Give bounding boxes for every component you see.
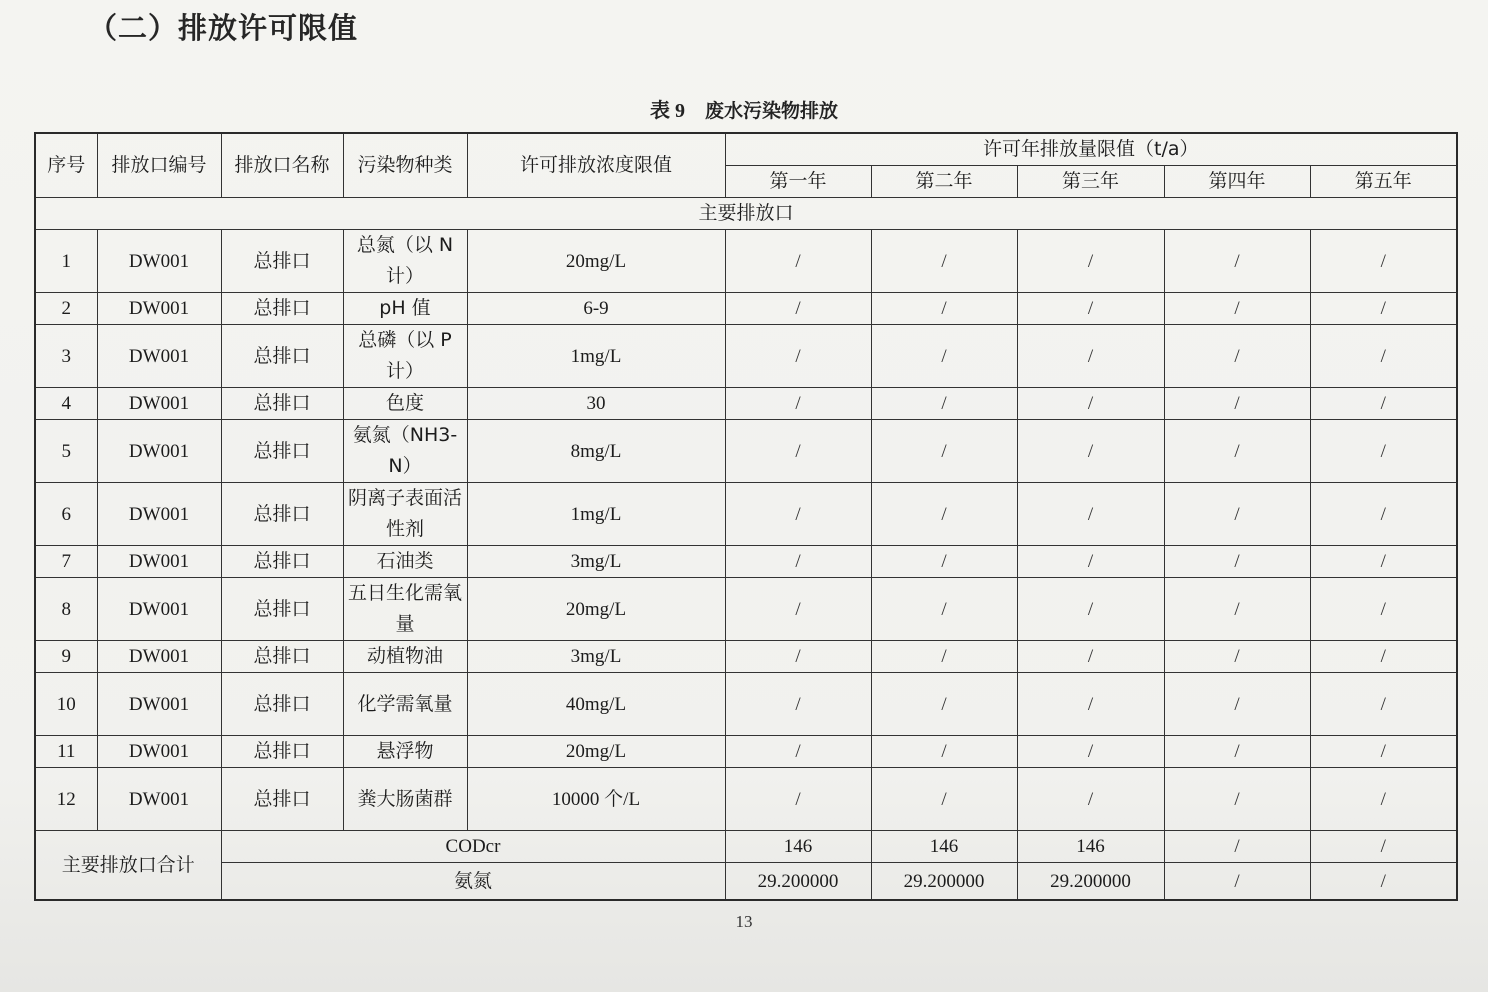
cell-seq: 8 (35, 578, 97, 641)
header-pollutant: 污染物种类 (343, 133, 467, 198)
cell-year-1: / (725, 230, 871, 293)
totals-year-4: / (1164, 863, 1310, 901)
cell-pollutant: 总氮（以 N 计） (343, 230, 467, 293)
cell-outlet-code: DW001 (97, 673, 221, 736)
totals-year-2: 146 (871, 831, 1017, 863)
cell-year-4: / (1164, 230, 1310, 293)
cell-year-5: / (1310, 673, 1457, 736)
cell-year-3: / (1017, 230, 1164, 293)
table-row (35, 388, 1457, 420)
cell-conc-limit: 10000 个/L (467, 768, 725, 831)
totals-year-3: 146 (1017, 831, 1164, 863)
totals-year-2: 29.200000 (871, 863, 1017, 901)
cell-pollutant: 粪大肠菌群 (343, 768, 467, 831)
cell-year-4: / (1164, 673, 1310, 736)
cell-outlet-code: DW001 (97, 641, 221, 673)
cell-pollutant: 五日生化需氧量 (343, 578, 467, 641)
cell-year-1: / (725, 768, 871, 831)
header-year-1: 第一年 (725, 166, 871, 198)
cell-year-1: / (725, 420, 871, 483)
cell-year-4: / (1164, 420, 1310, 483)
cell-pollutant: 悬浮物 (343, 736, 467, 768)
cell-outlet-name: 总排口 (221, 641, 343, 673)
cell-year-4: / (1164, 736, 1310, 768)
wastewater-emission-table (34, 132, 1458, 901)
header-year-2: 第二年 (871, 166, 1017, 198)
cell-seq: 12 (35, 768, 97, 831)
totals-year-1: 29.200000 (725, 863, 871, 901)
cell-conc-limit: 1mg/L (467, 325, 725, 388)
table-row (35, 420, 1457, 483)
cell-outlet-code: DW001 (97, 768, 221, 831)
table-row (35, 768, 1457, 831)
cell-seq: 2 (35, 293, 97, 325)
totals-pollutant: 氨氮 (221, 863, 725, 901)
table-row (35, 641, 1457, 673)
cell-outlet-code: DW001 (97, 230, 221, 293)
cell-year-1: / (725, 736, 871, 768)
header-year-3: 第三年 (1017, 166, 1164, 198)
cell-outlet-name: 总排口 (221, 230, 343, 293)
cell-conc-limit: 8mg/L (467, 420, 725, 483)
cell-year-1: / (725, 388, 871, 420)
cell-year-4: / (1164, 641, 1310, 673)
cell-pollutant: 氨氮（NH3-N） (343, 420, 467, 483)
table-caption (0, 94, 1488, 123)
cell-year-1: / (725, 293, 871, 325)
cell-year-4: / (1164, 578, 1310, 641)
cell-year-3: / (1017, 483, 1164, 546)
cell-pollutant: 石油类 (343, 546, 467, 578)
cell-year-5: / (1310, 293, 1457, 325)
cell-year-3: / (1017, 736, 1164, 768)
cell-conc-limit: 20mg/L (467, 578, 725, 641)
table-row (35, 230, 1457, 293)
cell-seq: 6 (35, 483, 97, 546)
cell-year-5: / (1310, 546, 1457, 578)
cell-pollutant: 色度 (343, 388, 467, 420)
header-outlet-name: 排放口名称 (221, 133, 343, 198)
section-row-main-outlet: 主要排放口 (35, 198, 1457, 230)
cell-pollutant: 阴离子表面活性剂 (343, 483, 467, 546)
cell-year-1: / (725, 578, 871, 641)
cell-year-2: / (871, 420, 1017, 483)
table-row (35, 483, 1457, 546)
cell-year-4: / (1164, 293, 1310, 325)
cell-year-5: / (1310, 641, 1457, 673)
cell-year-4: / (1164, 483, 1310, 546)
cell-year-3: / (1017, 388, 1164, 420)
totals-row-ammonia (35, 863, 1457, 901)
cell-outlet-code: DW001 (97, 578, 221, 641)
cell-outlet-name: 总排口 (221, 546, 343, 578)
cell-year-2: / (871, 483, 1017, 546)
cell-seq: 3 (35, 325, 97, 388)
cell-outlet-code: DW001 (97, 736, 221, 768)
cell-conc-limit: 20mg/L (467, 736, 725, 768)
header-year-4: 第四年 (1164, 166, 1310, 198)
cell-outlet-name: 总排口 (221, 736, 343, 768)
cell-year-3: / (1017, 420, 1164, 483)
cell-year-1: / (725, 325, 871, 388)
totals-row-codcr (35, 831, 1457, 863)
totals-year-1: 146 (725, 831, 871, 863)
cell-conc-limit: 3mg/L (467, 641, 725, 673)
cell-conc-limit: 30 (467, 388, 725, 420)
cell-pollutant: 总磷（以 P 计） (343, 325, 467, 388)
cell-year-1: / (725, 483, 871, 546)
cell-outlet-code: DW001 (97, 546, 221, 578)
cell-outlet-code: DW001 (97, 325, 221, 388)
cell-pollutant: 化学需氧量 (343, 673, 467, 736)
cell-year-3: / (1017, 578, 1164, 641)
cell-year-3: / (1017, 325, 1164, 388)
cell-outlet-name: 总排口 (221, 673, 343, 736)
table-title: 废水污染物排放 (704, 100, 838, 122)
table-number: 表 9 (649, 100, 685, 122)
cell-outlet-name: 总排口 (221, 768, 343, 831)
cell-seq: 9 (35, 641, 97, 673)
cell-conc-limit: 1mg/L (467, 483, 725, 546)
cell-seq: 4 (35, 388, 97, 420)
cell-outlet-code: DW001 (97, 420, 221, 483)
cell-outlet-code: DW001 (97, 483, 221, 546)
cell-year-4: / (1164, 388, 1310, 420)
cell-conc-limit: 3mg/L (467, 546, 725, 578)
totals-pollutant: CODcr (221, 831, 725, 863)
totals-year-3: 29.200000 (1017, 863, 1164, 901)
cell-year-4: / (1164, 546, 1310, 578)
header-conc-limit: 许可排放浓度限值 (467, 133, 725, 198)
cell-year-2: / (871, 673, 1017, 736)
header-outlet-code: 排放口编号 (97, 133, 221, 198)
cell-year-4: / (1164, 325, 1310, 388)
cell-seq: 5 (35, 420, 97, 483)
cell-outlet-code: DW001 (97, 293, 221, 325)
cell-year-1: / (725, 673, 871, 736)
cell-year-5: / (1310, 388, 1457, 420)
header-annual-limit: 许可年排放量限值（t/a） (725, 133, 1457, 166)
cell-year-3: / (1017, 293, 1164, 325)
cell-year-2: / (871, 641, 1017, 673)
header-year-5: 第五年 (1310, 166, 1457, 198)
cell-year-2: / (871, 325, 1017, 388)
cell-year-5: / (1310, 736, 1457, 768)
page-number: 13 (735, 912, 753, 931)
header-seq: 序号 (35, 133, 97, 198)
cell-seq: 11 (35, 736, 97, 768)
cell-seq: 10 (35, 673, 97, 736)
cell-year-5: / (1310, 230, 1457, 293)
cell-outlet-name: 总排口 (221, 388, 343, 420)
cell-pollutant: pH 值 (343, 293, 467, 325)
cell-conc-limit: 40mg/L (467, 673, 725, 736)
cell-conc-limit: 6-9 (467, 293, 725, 325)
cell-outlet-name: 总排口 (221, 483, 343, 546)
table-row (35, 293, 1457, 325)
totals-label: 主要排放口合计 (35, 831, 221, 901)
cell-outlet-name: 总排口 (221, 420, 343, 483)
cell-outlet-name: 总排口 (221, 293, 343, 325)
cell-year-1: / (725, 641, 871, 673)
totals-year-4: / (1164, 831, 1310, 863)
table-row (35, 673, 1457, 736)
cell-year-5: / (1310, 578, 1457, 641)
cell-year-2: / (871, 736, 1017, 768)
cell-outlet-name: 总排口 (221, 325, 343, 388)
cell-year-3: / (1017, 546, 1164, 578)
cell-year-3: / (1017, 768, 1164, 831)
cell-outlet-name: 总排口 (221, 578, 343, 641)
totals-year-5: / (1310, 831, 1457, 863)
cell-year-5: / (1310, 483, 1457, 546)
cell-year-1: / (725, 546, 871, 578)
cell-year-2: / (871, 546, 1017, 578)
cell-seq: 1 (35, 230, 97, 293)
cell-year-5: / (1310, 420, 1457, 483)
table-row (35, 546, 1457, 578)
cell-conc-limit: 20mg/L (467, 230, 725, 293)
cell-year-2: / (871, 388, 1017, 420)
cell-year-2: / (871, 768, 1017, 831)
table-row (35, 325, 1457, 388)
cell-outlet-code: DW001 (97, 388, 221, 420)
cell-year-4: / (1164, 768, 1310, 831)
cell-year-3: / (1017, 641, 1164, 673)
cell-pollutant: 动植物油 (343, 641, 467, 673)
totals-year-5: / (1310, 863, 1457, 901)
section-heading: （二）排放许可限值 (88, 11, 359, 45)
cell-year-2: / (871, 293, 1017, 325)
cell-year-3: / (1017, 673, 1164, 736)
cell-seq: 7 (35, 546, 97, 578)
table-row (35, 578, 1457, 641)
cell-year-5: / (1310, 325, 1457, 388)
cell-year-2: / (871, 578, 1017, 641)
cell-year-5: / (1310, 768, 1457, 831)
cell-year-2: / (871, 230, 1017, 293)
table-row (35, 736, 1457, 768)
